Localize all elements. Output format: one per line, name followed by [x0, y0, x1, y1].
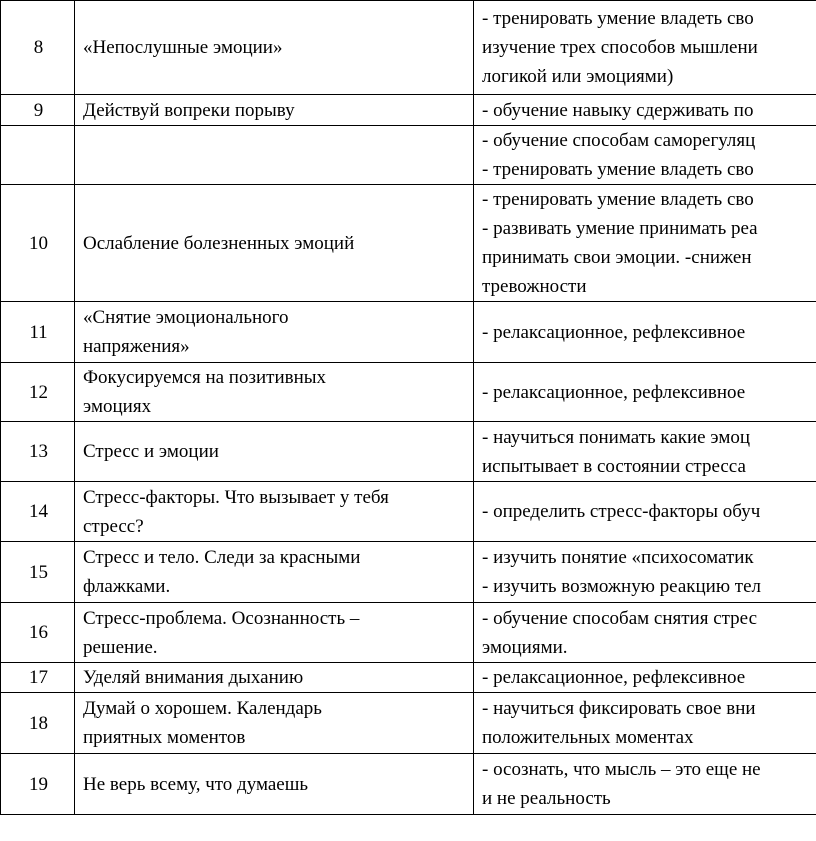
lesson-topic	[75, 542, 474, 603]
topic-line: приятных моментов	[83, 727, 246, 748]
topic-line: «Непослушные эмоции»	[83, 37, 283, 58]
topic-line: напряжения»	[83, 336, 190, 357]
topic-line: Стресс и тело. Следи за красными	[83, 547, 361, 568]
goal-line: и не реальность	[482, 788, 611, 809]
topic-line: Уделяй внимания дыханию	[83, 667, 304, 688]
lesson-goal	[474, 185, 816, 302]
goal-line: изучение трех способов мышлени	[482, 37, 758, 58]
lesson-topic	[75, 663, 474, 693]
lesson-number: 12	[1, 363, 75, 422]
table-row	[1, 1, 816, 95]
table-row	[1, 185, 816, 302]
lesson-goal	[474, 542, 816, 603]
lesson-topic	[75, 693, 474, 754]
goal-line: - релаксационное, рефлексивное	[482, 667, 746, 688]
lesson-number: 18	[1, 693, 75, 754]
table-row	[1, 663, 816, 693]
goal-line: положительных моментах	[482, 727, 694, 748]
topic-line: эмоциях	[83, 396, 152, 417]
goal-line: - тренировать умение владеть сво	[482, 8, 754, 29]
topic-line: Действуй вопреки порыву	[83, 99, 295, 121]
table-row	[1, 482, 816, 542]
goal-line: принимать свои эмоции. -снижен	[482, 247, 752, 268]
topic-line: Ослабление болезненных эмоций	[83, 232, 355, 254]
lesson-topic	[75, 363, 474, 422]
topic-line: решение.	[83, 636, 158, 658]
lesson-goal	[474, 302, 816, 363]
lesson-goal	[474, 482, 816, 542]
topic-line: Стресс-факторы. Что вызывает у тебя	[83, 486, 389, 508]
lesson-number: 13	[1, 422, 75, 482]
lesson-goal	[474, 1, 816, 95]
goal-line: - обучение способам снятия стрес	[482, 607, 758, 629]
table-row	[1, 363, 816, 422]
goal-line: испытывает в состоянии стресса	[482, 455, 746, 477]
goal-line: - научиться понимать какие эмоц	[482, 426, 751, 448]
table-row	[1, 693, 816, 754]
lesson-number	[1, 126, 75, 185]
topic-line: Думай о хорошем. Календарь	[83, 698, 322, 719]
lesson-topic	[75, 603, 474, 663]
lesson-topic	[75, 1, 474, 95]
goal-line: - тренировать умение владеть сво	[482, 189, 754, 210]
lesson-goal	[474, 663, 816, 693]
table-row	[1, 95, 816, 126]
goal-line: - изучить понятие «психосоматик	[482, 547, 754, 568]
lesson-goal	[474, 603, 816, 663]
goal-line: - научиться фиксировать свое вни	[482, 698, 756, 719]
topic-line: стресс?	[83, 515, 144, 537]
goal-line: эмоциями.	[482, 636, 568, 658]
lesson-number: 15	[1, 542, 75, 603]
table-row	[1, 302, 816, 363]
topic-line: Стресс и эмоции	[83, 441, 219, 462]
lesson-number: 17	[1, 663, 75, 693]
lesson-number: 9	[1, 95, 75, 126]
lesson-goal	[474, 693, 816, 754]
table-row	[1, 542, 816, 603]
lesson-topic	[75, 126, 474, 185]
topic-line: Фокусируемся на позитивных	[83, 367, 327, 388]
lesson-topic	[75, 95, 474, 126]
goal-line: логикой или эмоциями)	[482, 66, 674, 87]
lesson-topic	[75, 185, 474, 302]
lesson-goal	[474, 363, 816, 422]
lesson-goal	[474, 95, 816, 126]
goal-line: - обучение способам саморегуляц	[482, 130, 756, 151]
lesson-goal	[474, 422, 816, 482]
lesson-number: 11	[1, 302, 75, 363]
goal-line: - тренировать умение владеть сво	[482, 159, 754, 180]
lesson-topic	[75, 754, 474, 815]
lesson-number: 10	[1, 185, 75, 302]
topic-line: «Снятие эмоционального	[83, 307, 289, 328]
table-body	[1, 1, 816, 815]
lesson-number: 14	[1, 482, 75, 542]
lesson-number: 19	[1, 754, 75, 815]
goal-line: тревожности	[482, 276, 587, 297]
topic-line: Стресс-проблема. Осознанность –	[83, 607, 360, 629]
goal-line: - развивать умение принимать реа	[482, 218, 758, 239]
lesson-number: 8	[1, 1, 75, 95]
lesson-number: 16	[1, 603, 75, 663]
goal-line: - релаксационное, рефлексивное	[482, 381, 746, 403]
lesson-topic	[75, 422, 474, 482]
table-row	[1, 422, 816, 482]
lesson-topic	[75, 302, 474, 363]
topic-line: флажками.	[83, 576, 171, 597]
goal-line: - определить стресс-факторы обуч	[482, 501, 761, 522]
goal-line: - релаксационное, рефлексивное	[482, 321, 746, 343]
table-row	[1, 754, 816, 815]
table-row	[1, 126, 816, 185]
table-row	[1, 603, 816, 663]
lesson-goal	[474, 754, 816, 815]
goal-line: - изучить возможную реакцию тел	[482, 576, 761, 597]
goal-line: - обучение навыку сдерживать по	[482, 99, 754, 121]
topic-line: Не верь всему, что думаешь	[83, 773, 309, 795]
goal-line: - осознать, что мысль – это еще не	[482, 759, 761, 780]
lesson-topic	[75, 482, 474, 542]
lesson-goal	[474, 126, 816, 185]
